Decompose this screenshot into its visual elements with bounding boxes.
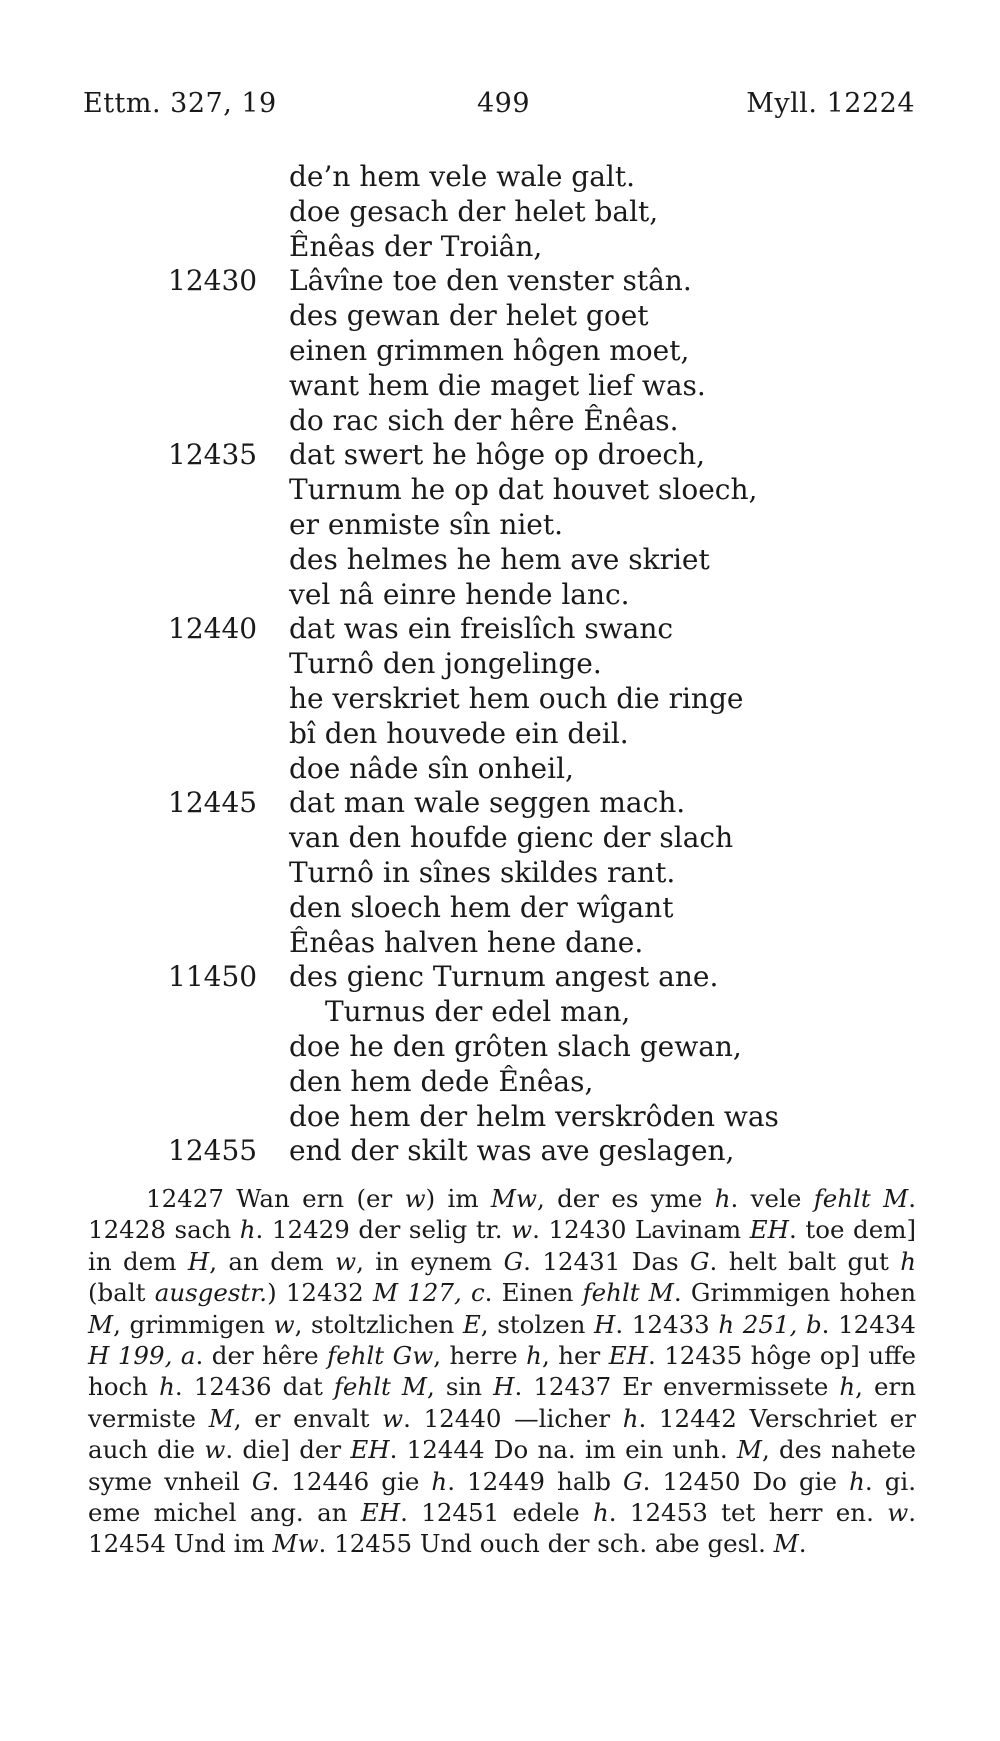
critical-apparatus (88, 1183, 916, 1560)
verse-line (0, 334, 1000, 369)
siglum: H (187, 1246, 210, 1276)
siglum: M (88, 1309, 114, 1339)
siglum: EH (360, 1498, 401, 1528)
verse-text: des gienc Turnum angest ane. (289, 960, 719, 994)
siglum: fehlt (813, 1184, 871, 1213)
verse-line (0, 682, 1000, 717)
siglum: h (431, 1466, 448, 1496)
verse-line (0, 752, 1000, 787)
line-number: 11450 (168, 960, 258, 994)
verse-line (0, 1065, 1000, 1100)
siglum: h (159, 1372, 175, 1402)
verse-text: want hem die maget lief was. (289, 368, 706, 402)
verse-text: he verskriet hem ouch die ringe (289, 681, 744, 715)
verse-line (0, 856, 1000, 891)
note-text: , er envalt (233, 1403, 383, 1433)
siglum: w (887, 1498, 909, 1528)
note-text: . 12435 hôge op] uffe hoch (88, 1341, 916, 1402)
verse-text: de’n hem vele wale galt. (289, 160, 636, 193)
verse-text: des gewan der helet goet (289, 299, 649, 333)
note-text: . Einen (484, 1278, 583, 1308)
verse-line (0, 786, 1000, 821)
siglum: H (493, 1372, 515, 1402)
siglum: fehlt Gw (327, 1341, 434, 1371)
note-text: ) 12432 (267, 1278, 373, 1308)
verse-text: dat swert he hôge op droech, (289, 438, 706, 472)
verse-line (0, 508, 1000, 543)
verse-line (0, 647, 1000, 682)
verse-text: des helmes he hem ave skriet (289, 542, 710, 576)
running-header (83, 88, 915, 128)
note-text: . (798, 1529, 807, 1559)
siglum: G (251, 1466, 272, 1496)
verse-line (0, 230, 1000, 265)
note-text: , herre (433, 1341, 527, 1371)
siglum: h (714, 1184, 731, 1213)
verse-line (0, 1030, 1000, 1065)
siglum: Mw (490, 1184, 537, 1213)
note-text: . Grimmigen hohen (673, 1278, 916, 1308)
note-text: , des nahete syme vnheil (88, 1435, 916, 1496)
note-text: . die] der (225, 1435, 351, 1465)
siglum: G (503, 1246, 524, 1276)
verse-text: dat was ein freislîch swanc (289, 612, 674, 646)
verse-text: Lâvîne toe den venster stân. (289, 264, 692, 298)
siglum: ausgestr. (154, 1278, 268, 1308)
verse-block (0, 160, 1000, 1169)
siglum: w (204, 1435, 226, 1465)
verse-line (0, 612, 1000, 647)
verse-text: bî den houvede ein deil. (289, 716, 629, 750)
siglum: H 199, a (88, 1341, 196, 1371)
note-text: . 12451 edele (400, 1498, 593, 1528)
note-text: . 12440 —licher (403, 1403, 623, 1433)
verse-line (0, 891, 1000, 926)
note-text: . 12444 Do na. im ein unh. (389, 1435, 737, 1465)
verse-text: doe nâde sîn onheil, (289, 751, 574, 785)
verse-line (0, 543, 1000, 578)
siglum: EH (608, 1341, 648, 1371)
note-text: , grimmigen (113, 1309, 274, 1339)
line-number: 12435 (168, 438, 258, 472)
verse-text: vel nâ einre hende lanc. (289, 577, 630, 611)
note-text: . 12450 Do gie (642, 1466, 850, 1496)
verse-text: den hem dede Ênêas, (289, 1064, 594, 1098)
siglum: G (689, 1246, 710, 1276)
verse-text: dat man wale seggen mach. (289, 786, 686, 820)
siglum: w (382, 1403, 404, 1433)
verse-text: er enmiste sîn niet. (289, 507, 564, 541)
note-text: (balt (88, 1278, 155, 1308)
verse-line (0, 473, 1000, 508)
note-text: . 12446 gie (271, 1466, 432, 1496)
verse-text: end der skilt was ave geslagen, (289, 1134, 735, 1168)
verse-text: den sloech hem der wîgant (289, 890, 674, 924)
siglum: Mw (272, 1529, 319, 1559)
siglum: h (526, 1341, 542, 1371)
verse-text: Ênêas halven hene dane. (289, 925, 644, 959)
note-text: . toe dem] in dem (88, 1215, 917, 1276)
verse-text: einen grimmen hôgen moet, (289, 333, 690, 367)
siglum: M 127, c (372, 1278, 485, 1308)
siglum: h (239, 1215, 256, 1245)
siglum: w (273, 1309, 295, 1339)
siglum: M (736, 1435, 762, 1465)
line-number: 12430 (168, 264, 258, 298)
verse-line (0, 264, 1000, 299)
note-text: . 12455 Und ouch der sch. abe gesl. (318, 1529, 774, 1559)
line-number: 12445 (168, 786, 258, 820)
note-text: . 12433 (615, 1309, 719, 1339)
verse-line (0, 404, 1000, 439)
note-text: . 12454 Und im (88, 1498, 917, 1559)
verse-line (0, 995, 1000, 1030)
note-text: . 12430 Lavinam (532, 1215, 750, 1245)
siglum: w (511, 1215, 533, 1245)
siglum: fehlt M (582, 1278, 674, 1308)
note-text: , stoltzlichen (294, 1309, 463, 1339)
siglum: M (208, 1403, 234, 1433)
verse-line (0, 160, 1000, 195)
note-text: , der es yme (536, 1184, 715, 1213)
verse-text: do rac sich der hêre Ênêas. (289, 403, 679, 437)
verse-text: van den houfde gienc der slach (289, 821, 734, 855)
verse-line (0, 926, 1000, 961)
verse-text: doe hem der helm verskrôden was (289, 1099, 779, 1133)
siglum: H (594, 1309, 616, 1339)
note-text: 12427 Wan ern (er (146, 1184, 405, 1213)
apparatus-text (88, 1183, 916, 1560)
verse-line (0, 299, 1000, 334)
siglum: fehlt M (333, 1372, 428, 1402)
note-text: . 12449 halb (447, 1466, 624, 1496)
siglum: h 251, b (718, 1309, 822, 1339)
note-text: . vele (730, 1184, 814, 1213)
note-text: , her (541, 1341, 609, 1371)
verse-line (0, 960, 1000, 995)
siglum: w (404, 1184, 426, 1213)
siglum: EH (350, 1435, 390, 1465)
verse-line (0, 1100, 1000, 1135)
note-text: , in eynem (356, 1246, 504, 1276)
verse-text: Turnô den jongelinge. (289, 647, 602, 681)
note-text: . 12431 Das (523, 1246, 690, 1276)
note-text: , ern vermiste (88, 1372, 916, 1433)
verse-text: doe gesach der helet balt, (289, 194, 659, 228)
note-text: . 12453 tet herr en. (608, 1498, 888, 1528)
note-text: . 12429 der selig tr. (255, 1215, 512, 1245)
verse-line (0, 195, 1000, 230)
siglum: M (883, 1184, 909, 1213)
note-text (871, 1184, 883, 1213)
note-text: , stolzen (480, 1309, 595, 1339)
siglum: M (773, 1529, 799, 1559)
siglum: h (592, 1498, 609, 1528)
note-text: . 12442 Verschriet er auch die (88, 1403, 916, 1465)
page-number: 499 (477, 88, 531, 119)
note-text: ) im (425, 1184, 491, 1213)
note-text: , sin (427, 1372, 494, 1402)
header-right-reference: Myll. 12224 (746, 88, 915, 119)
verse-text: Turnô in sînes skildes rant. (289, 855, 676, 889)
siglum: G (623, 1466, 643, 1496)
note-text: . 12436 dat (174, 1372, 334, 1402)
verse-line (0, 821, 1000, 856)
verse-line (0, 438, 1000, 473)
note-text: . 12434 (821, 1309, 917, 1339)
note-text: , an dem (209, 1246, 336, 1276)
header-left-reference: Ettm. 327, 19 (83, 88, 277, 119)
note-text: . gi. eme michel ang. an (88, 1466, 917, 1528)
siglum: E (462, 1309, 481, 1339)
siglum: h (839, 1372, 856, 1402)
siglum: h (622, 1403, 639, 1433)
verse-text: Turnus der edel man, (325, 995, 631, 1029)
verse-text: Turnum he op dat houvet sloech, (289, 473, 758, 507)
siglum: h (849, 1466, 865, 1496)
note-text: . helt balt gut (709, 1246, 901, 1276)
verse-line (0, 717, 1000, 752)
verse-line (0, 578, 1000, 613)
siglum: h (900, 1246, 916, 1276)
verse-text: Ênêas der Troiân, (289, 229, 543, 263)
verse-line (0, 369, 1000, 404)
verse-text: doe he den grôten slach gewan, (289, 1029, 742, 1063)
note-text: . 12428 sach (88, 1184, 916, 1245)
siglum: EH (749, 1215, 789, 1245)
line-number: 12455 (168, 1134, 258, 1168)
line-number: 12440 (168, 612, 258, 646)
siglum: w (335, 1246, 357, 1276)
verse-line (0, 1134, 1000, 1169)
note-text: . der hêre (195, 1341, 328, 1371)
note-text: . 12437 Er envermissete (514, 1372, 840, 1402)
